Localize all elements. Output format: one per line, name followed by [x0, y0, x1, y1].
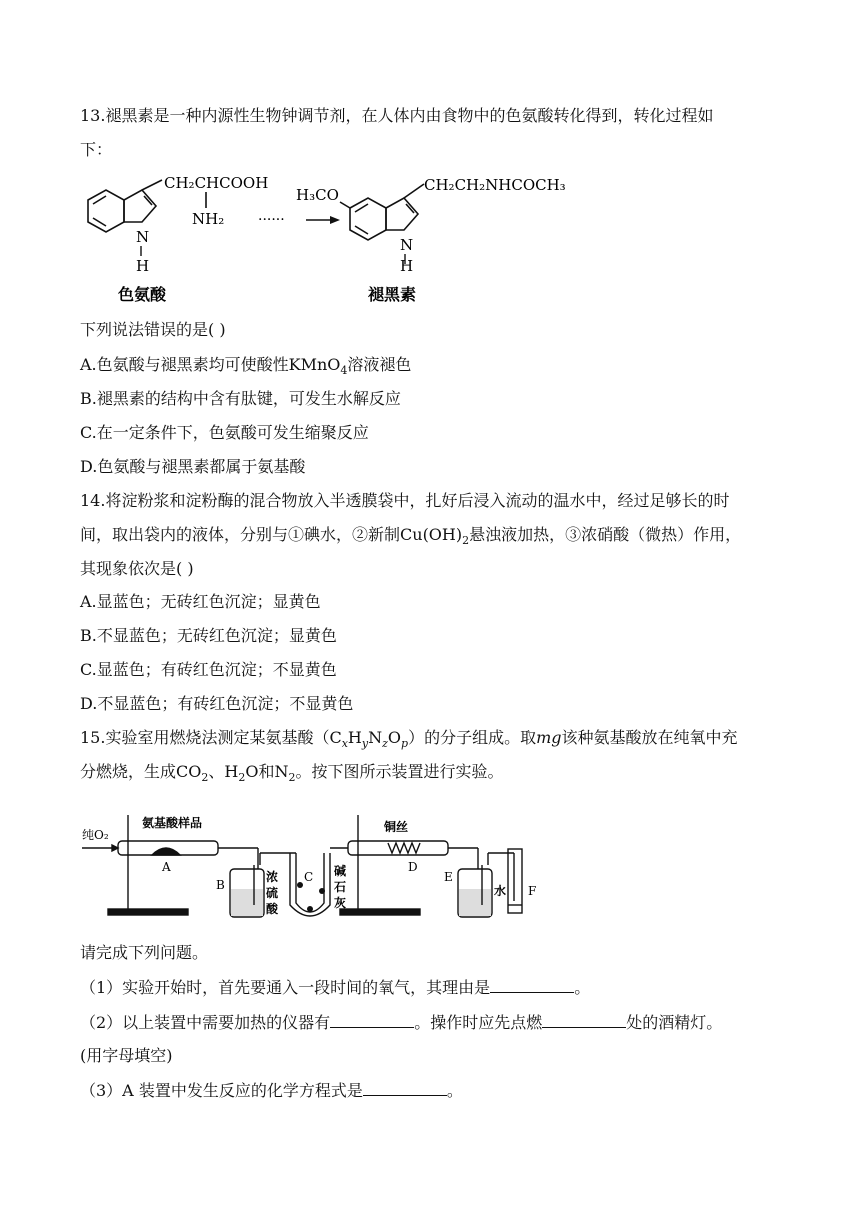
sample-pile [152, 848, 180, 855]
q15-prompt: 请完成下列问题。 [80, 943, 209, 962]
conc-acid-2: 硫 [266, 886, 279, 900]
q15-line1: 15.实验室用燃烧法测定某氨基酸$(C_xH_yN_zO_p)$的分子组成。取mg该种氨基酸放在纯氧中充 [80, 728, 738, 750]
q13-option-a: A.色氨酸与褪黑素均可使酸性KMnO$_4$溶液褪色 [80, 355, 412, 377]
q13-stem: 下列说法错误的是( ) [80, 320, 226, 339]
soda-lime-3: 灰 [334, 896, 347, 910]
q13-option-b: B.褪黑素的结构中含有肽键，可发生水解反应 [80, 389, 401, 408]
copper-coil [388, 843, 420, 853]
pure-o2-label: 纯O₂ [82, 828, 109, 842]
water-label: 水 [494, 884, 507, 898]
q14-line3: 其现象依次是( ) [80, 559, 194, 578]
graduated-cylinder-f [508, 849, 522, 913]
melatonin-side-chain: CH₂CH₂NHCOCH₃ [424, 176, 566, 194]
soda-lime-1: 碱 [334, 864, 347, 878]
q14-option-c: C.显蓝色；有砖红色沉淀；不显黄色 [80, 660, 337, 679]
tryptophan-to-melatonin-scheme [78, 170, 598, 310]
q13-line1: 13.褪黑素是一种内源性生物钟调节剂，在人体内由食物中的色氨酸转化得到，转化过程如 [80, 106, 714, 125]
q15-sub2: （2）以上装置中需要加热的仪器有 。操作时应先点燃 处的酒精灯。 [80, 1013, 723, 1032]
arrow-dots: ······ [258, 212, 285, 228]
label-c: C [304, 870, 314, 884]
melatonin-methoxy: H₃CO [296, 186, 339, 204]
q14-option-b: B.不显蓝色；无砖红色沉淀；显黄色 [80, 626, 337, 645]
tryptophan-h: H [136, 257, 150, 275]
tryptophan-n: N [136, 228, 150, 246]
copper-label: 铜丝 [384, 820, 409, 834]
answer-blank-3[interactable] [542, 1013, 626, 1028]
melatonin-n: N [400, 236, 414, 254]
q14-line1: 14.将淀粉浆和淀粉酶的混合物放入半透膜袋中，扎好后浸入流动的温水中，经过足够长的时 [80, 491, 730, 510]
tryptophan-amine: NH₂ [192, 210, 225, 228]
soda-lime-2: 石 [334, 880, 347, 894]
label-f: F [528, 884, 537, 898]
melatonin-h: H [400, 257, 414, 275]
tryptophan-name: 色氨酸 [118, 285, 167, 304]
label-e: E [444, 870, 453, 884]
q15-sub3: （3）A 装置中发生反应的化学方程式是 。 [80, 1081, 463, 1100]
q14-option-d: D.不显蓝色；有砖红色沉淀；不显黄色 [80, 694, 354, 713]
q15-sub2-note: (用字母填空) [80, 1046, 173, 1065]
q13-option-c: C.在一定条件下，色氨酸可发生缩聚反应 [80, 423, 369, 442]
q13-line2: 下： [80, 140, 113, 159]
melatonin-structure [340, 184, 424, 240]
combustion-apparatus-diagram [78, 805, 578, 925]
q15-sub1: （1）实验开始时，首先要通入一段时间的氧气，其理由是 。 [80, 978, 591, 997]
q15-line2: 分燃烧，生成$CO_2$、$H_2O$和$N_2$。按下图所示装置进行实验。 [80, 762, 504, 784]
q14-line2: 间，取出袋内的液体，分别与①碘水，②新制$Cu(OH)_2$悬浊液加热，③浓硝酸（微热）作用， [80, 525, 742, 547]
q14-option-a: A.显蓝色；无砖红色沉淀；显黄色 [80, 592, 321, 611]
label-b: B [216, 878, 225, 892]
stand-base-d [340, 909, 420, 915]
conc-acid-3: 酸 [266, 902, 279, 916]
tryptophan-side-chain: CH₂CHCOOH [164, 174, 269, 192]
conc-acid-1: 浓 [266, 870, 279, 884]
answer-blank-4[interactable] [363, 1081, 447, 1096]
label-a: A [162, 860, 171, 874]
sample-label: 氨基酸样品 [142, 816, 203, 830]
answer-blank-1[interactable] [490, 978, 574, 993]
label-d: D [408, 860, 418, 874]
answer-blank-2[interactable] [330, 1013, 414, 1028]
q13-option-d: D.色氨酸与褪黑素都属于氨基酸 [80, 457, 306, 476]
stand-base-a [108, 909, 188, 915]
melatonin-name: 褪黑素 [368, 285, 417, 304]
